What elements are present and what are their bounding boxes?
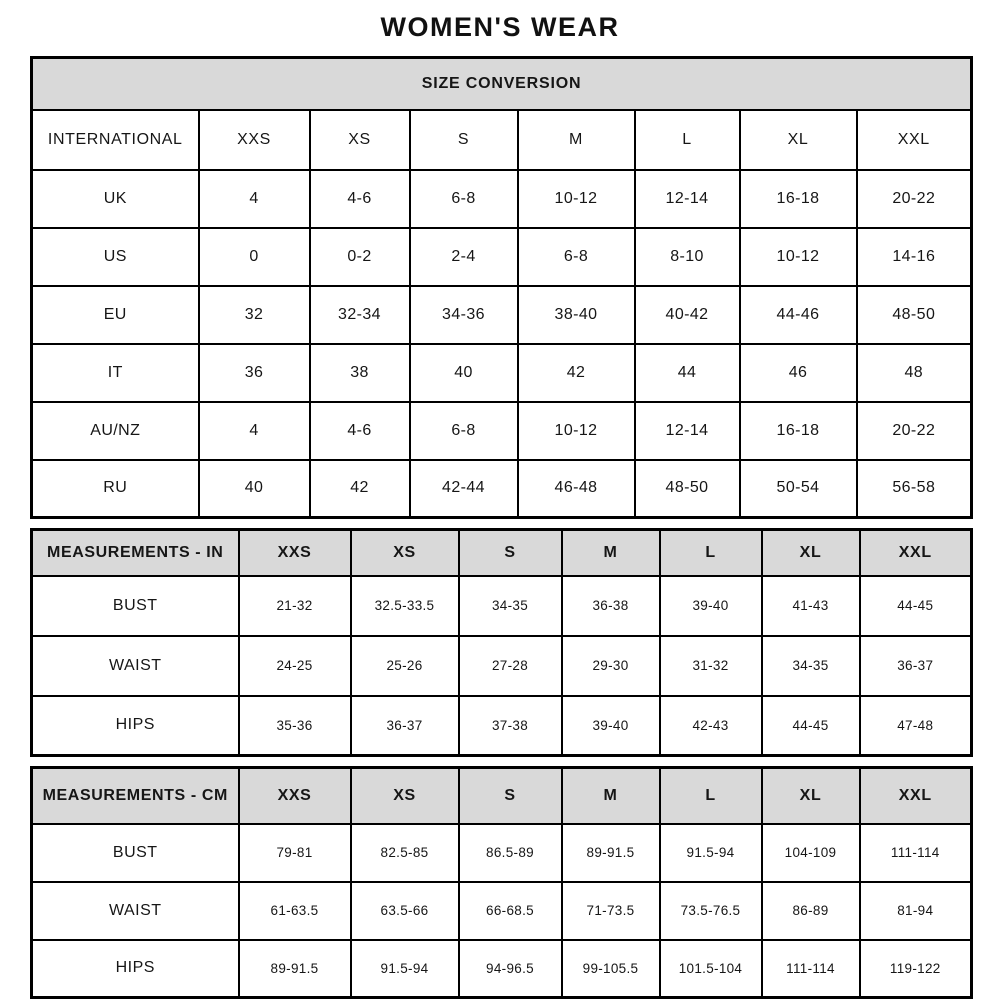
cell-value: 47-48	[860, 696, 972, 756]
cell-value: 4	[199, 170, 310, 228]
column-header: INTERNATIONAL	[32, 110, 199, 170]
cell-value: 25-26	[351, 636, 459, 696]
column-header: S	[410, 110, 518, 170]
row-label: AU/NZ	[32, 402, 199, 460]
column-header: XL	[762, 768, 860, 824]
size-conversion-body	[32, 58, 972, 518]
row-label: BUST	[32, 824, 239, 882]
cell-value: 37-38	[459, 696, 562, 756]
table-row	[32, 228, 972, 286]
cell-value: 29-30	[562, 636, 660, 696]
table-row	[32, 882, 972, 940]
column-header: M	[562, 768, 660, 824]
cell-value: 38	[310, 344, 410, 402]
cell-value: 32	[199, 286, 310, 344]
cell-value: 32-34	[310, 286, 410, 344]
row-label: RU	[32, 460, 199, 518]
cell-value: 44-46	[740, 286, 857, 344]
cell-value: 61-63.5	[239, 882, 351, 940]
cell-value: 8-10	[635, 228, 740, 286]
column-header: L	[660, 768, 762, 824]
cell-value: 99-105.5	[562, 940, 660, 998]
cell-value: 39-40	[562, 696, 660, 756]
cell-value: 101.5-104	[660, 940, 762, 998]
cell-value: 86-89	[762, 882, 860, 940]
column-header: XS	[351, 530, 459, 576]
cell-value: 12-14	[635, 170, 740, 228]
cell-value: 6-8	[518, 228, 635, 286]
table-row	[32, 460, 972, 518]
table-row	[32, 636, 972, 696]
cell-value: 81-94	[860, 882, 972, 940]
table-row	[32, 286, 972, 344]
cell-value: 44	[635, 344, 740, 402]
cell-value: 0	[199, 228, 310, 286]
cell-value: 104-109	[762, 824, 860, 882]
column-header: XL	[740, 110, 857, 170]
cell-value: 42-44	[410, 460, 518, 518]
measurements-in-table	[30, 528, 973, 757]
row-label: UK	[32, 170, 199, 228]
column-header: L	[635, 110, 740, 170]
row-label: EU	[32, 286, 199, 344]
column-header: S	[459, 530, 562, 576]
table-title: SIZE CONVERSION	[32, 58, 972, 110]
column-header: L	[660, 530, 762, 576]
cell-value: 42	[518, 344, 635, 402]
cell-value: 91.5-94	[660, 824, 762, 882]
cell-value: 44-45	[762, 696, 860, 756]
cell-value: 42	[310, 460, 410, 518]
column-header: M	[518, 110, 635, 170]
cell-value: 46	[740, 344, 857, 402]
column-header: XXS	[199, 110, 310, 170]
cell-value: 41-43	[762, 576, 860, 636]
cell-value: 91.5-94	[351, 940, 459, 998]
cell-value: 4-6	[310, 170, 410, 228]
cell-value: 20-22	[857, 170, 972, 228]
page-title: WOMEN'S WEAR	[380, 12, 620, 42]
table-title: MEASUREMENTS - IN	[32, 530, 239, 576]
column-header-row	[32, 768, 972, 824]
cell-value: 44-45	[860, 576, 972, 636]
measurements-in-body	[32, 530, 972, 756]
cell-value: 36-37	[860, 636, 972, 696]
cell-value: 94-96.5	[459, 940, 562, 998]
cell-value: 34-35	[762, 636, 860, 696]
cell-value: 39-40	[660, 576, 762, 636]
cell-value: 12-14	[635, 402, 740, 460]
cell-value: 36-38	[562, 576, 660, 636]
cell-value: 38-40	[518, 286, 635, 344]
column-header-row	[32, 530, 972, 576]
measurements-cm-table	[30, 766, 973, 999]
row-label: HIPS	[32, 940, 239, 998]
cell-value: 48-50	[857, 286, 972, 344]
cell-value: 10-12	[518, 402, 635, 460]
cell-value: 79-81	[239, 824, 351, 882]
cell-value: 111-114	[762, 940, 860, 998]
table-row	[32, 344, 972, 402]
row-label: IT	[32, 344, 199, 402]
size-conversion-table	[30, 56, 973, 519]
cell-value: 35-36	[239, 696, 351, 756]
cell-value: 36	[199, 344, 310, 402]
cell-value: 48	[857, 344, 972, 402]
row-label: US	[32, 228, 199, 286]
cell-value: 46-48	[518, 460, 635, 518]
column-header: XS	[351, 768, 459, 824]
cell-value: 34-36	[410, 286, 518, 344]
table-gap	[30, 519, 970, 528]
column-header: XXL	[857, 110, 972, 170]
cell-value: 111-114	[860, 824, 972, 882]
cell-value: 4-6	[310, 402, 410, 460]
column-header: S	[459, 768, 562, 824]
cell-value: 14-16	[857, 228, 972, 286]
column-header-row	[32, 110, 972, 170]
cell-value: 63.5-66	[351, 882, 459, 940]
table-gap	[30, 757, 970, 766]
column-header: XS	[310, 110, 410, 170]
cell-value: 4	[199, 402, 310, 460]
table-row	[32, 824, 972, 882]
column-header: XXS	[239, 530, 351, 576]
cell-value: 10-12	[740, 228, 857, 286]
cell-value: 32.5-33.5	[351, 576, 459, 636]
row-label: WAIST	[32, 882, 239, 940]
cell-value: 40	[410, 344, 518, 402]
cell-value: 24-25	[239, 636, 351, 696]
table-row	[32, 940, 972, 998]
cell-value: 36-37	[351, 696, 459, 756]
cell-value: 31-32	[660, 636, 762, 696]
column-header: XXS	[239, 768, 351, 824]
row-label: WAIST	[32, 636, 239, 696]
cell-value: 56-58	[857, 460, 972, 518]
cell-value: 20-22	[857, 402, 972, 460]
cell-value: 66-68.5	[459, 882, 562, 940]
cell-value: 27-28	[459, 636, 562, 696]
cell-value: 48-50	[635, 460, 740, 518]
column-header: XXL	[860, 768, 972, 824]
cell-value: 34-35	[459, 576, 562, 636]
cell-value: 50-54	[740, 460, 857, 518]
row-label: HIPS	[32, 696, 239, 756]
cell-value: 40	[199, 460, 310, 518]
cell-value: 10-12	[518, 170, 635, 228]
cell-value: 21-32	[239, 576, 351, 636]
column-header: XXL	[860, 530, 972, 576]
cell-value: 42-43	[660, 696, 762, 756]
cell-value: 89-91.5	[562, 824, 660, 882]
cell-value: 40-42	[635, 286, 740, 344]
table-row	[32, 402, 972, 460]
measurements-cm-body	[32, 768, 972, 998]
cell-value: 0-2	[310, 228, 410, 286]
cell-value: 71-73.5	[562, 882, 660, 940]
row-label: BUST	[32, 576, 239, 636]
cell-value: 6-8	[410, 402, 518, 460]
table-row	[32, 696, 972, 756]
column-header: XL	[762, 530, 860, 576]
cell-value: 119-122	[860, 940, 972, 998]
cell-value: 89-91.5	[239, 940, 351, 998]
table-row	[32, 170, 972, 228]
table-title-row	[32, 58, 972, 110]
table-row	[32, 576, 972, 636]
cell-value: 6-8	[410, 170, 518, 228]
cell-value: 86.5-89	[459, 824, 562, 882]
column-header: M	[562, 530, 660, 576]
cell-value: 16-18	[740, 402, 857, 460]
table-title: MEASUREMENTS - CM	[32, 768, 239, 824]
cell-value: 16-18	[740, 170, 857, 228]
cell-value: 82.5-85	[351, 824, 459, 882]
cell-value: 2-4	[410, 228, 518, 286]
cell-value: 73.5-76.5	[660, 882, 762, 940]
